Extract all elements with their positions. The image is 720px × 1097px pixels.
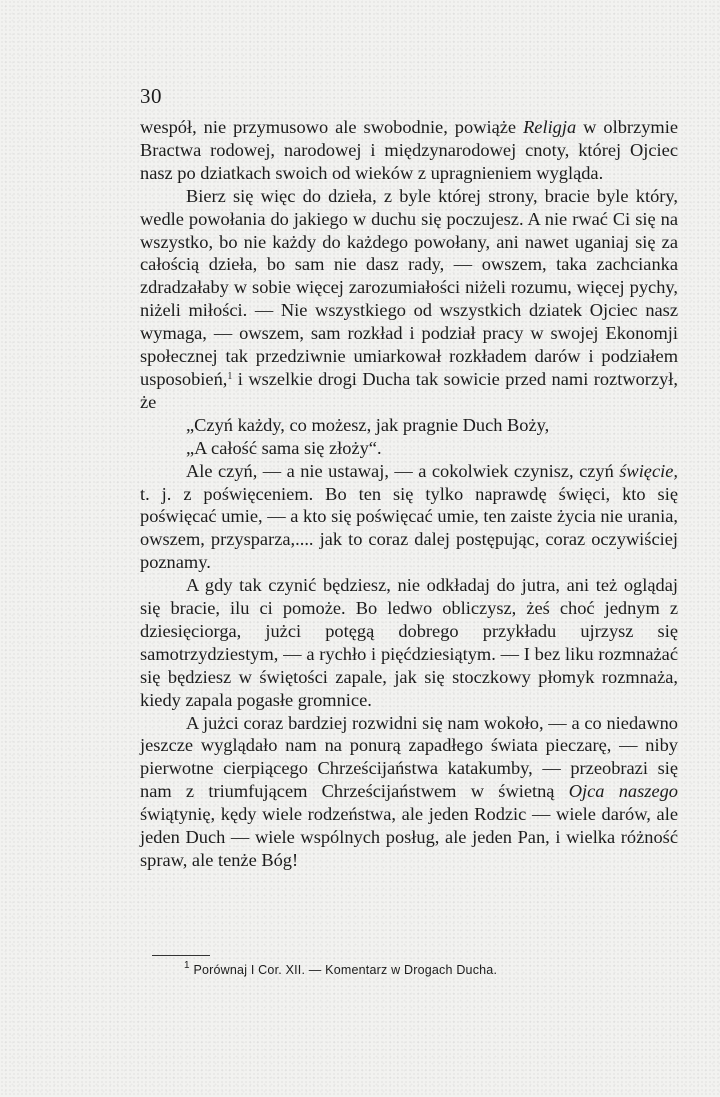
paragraph-4: A gdy tak czynić będziesz, nie odkładaj do jutra, ani też oglądaj się bracie, ilu ci pomoże. Bo ledwo obliczysz, żeś choć jednym z dziesięciorga, jużci potęgą dobrego przykładu ujrzysz się samotrzydziestym, — a rychło i pięćdziesiątym. — I bez liku rozmnażać się będziesz w świętości zapale, jak się stoczkowy płomyk rozmnaża, kiedy zapala pogasłe gromnice. [140,575,678,710]
quote-line-1: „Czyń każdy, co możesz, jak pragnie Duch Boży, [186,414,550,435]
paragraph-5: A jużci coraz bardziej rozwidni się nam wokoło, — a co niedawno jeszcze wyglądało nam na ponurą zapadłego świata pieczarę, — niby pierwotne cierpiącego Chrześcijaństwa katakumby, — przeobrazi się nam z triumfującem Chrześcijaństwem w świetną Ojca naszego świątynię, kędy wiele rodzeństwa, ale jeden Rodzic — wiele darów, ale jeden Duch — wiele wspólnych posług, ale jeden Pan, i wielka różność spraw, ale tenże Bóg! [140,712,678,870]
quote-line-2: „A całość sama się złoży“. [186,437,382,458]
footnote-text: Porównaj I Cor. XII. — Komentarz w Drogach Ducha. [193,963,498,977]
emphasis-ojca-naszego: Ojca naszego [568,781,678,802]
footnote-mark: 1 [184,960,190,971]
paragraph-2: Bierz się więc do dzieła, z byle której strony, bracie byle który, wedle powołania do jakiego w duchu się poczujesz. A nie rwać Ci się na wszystko, bo nie każdy do każdego powołany, ani nawet uganiaj się za całością dzieła, bo sam nie dasz rady, — owszem, taka zachcianka zdradzałaby w sobie więcej zarozumiałości niżeli rozumu, więcej pychy, niżeli miłości. — Nie wszystkiego od wszystkich dziatek Ojciec nasz wymaga, — owszem, sam rozkład i podział pracy w swojej Ekonomji społecznej tak przedziwnie umiarkował rozkładem darów i podziałem usposobień,$^1$ i wszelkie drogi Ducha tak sowicie przed nami roztworzył, że [140,185,678,412]
footnote-reference: 1 [227,370,233,382]
paragraph-3: Ale czyń, — a nie ustawaj, — a cokolwiek czynisz, czyń święcie, t. j. z poświęceniem. Bo ten się tylko naprawdę święci, kto się poświęcać umie, — a kto się poświęcać umie, ten zaiste życia nie urania, owszem, przysparza,.... jak to coraz dalej postępując, coraz oczywiściej poznamy. [140,460,678,573]
footnote [184,960,498,977]
footnote-divider [152,955,210,956]
emphasis-religja: Religja [523,117,577,137]
paragraph-1: wespół, nie przymusowo ale swobodnie, powiąże Religja w olbrzymie Bractwa rodowej, narodowej i międzynarodowej cnoty, której Ojciec nasz po dziatkach swoich od wieków z upragnieniem wygląda. [140,117,678,183]
emphasis-swiecie: święcie, [619,460,678,481]
page-number: 30 [140,84,162,108]
body-text [140,116,678,872]
